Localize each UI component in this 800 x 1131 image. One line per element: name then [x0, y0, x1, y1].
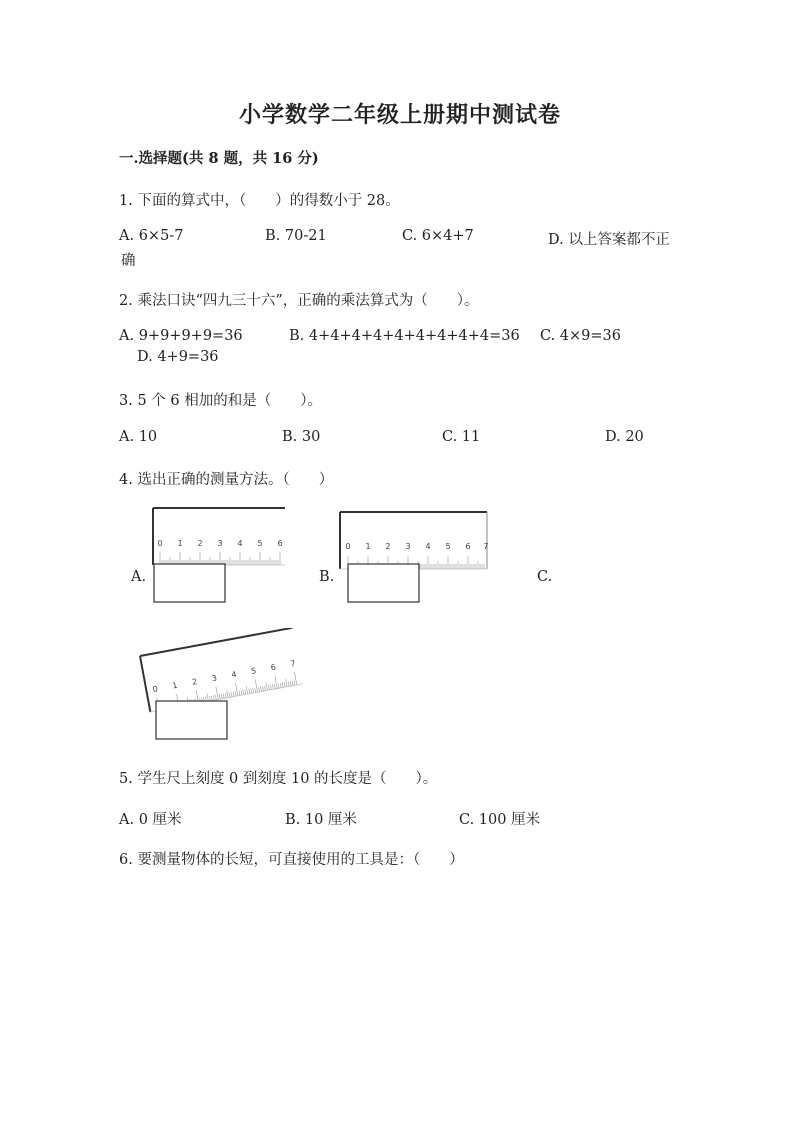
question-3-option-a[interactable]: A. 10 — [119, 429, 158, 445]
ruler-c-tick-label: 7 — [289, 658, 297, 669]
question-6-stem: 6. 要测量物体的长短，可直接使用的工具是：（ ） — [119, 852, 464, 868]
ruler-c-tick-label: 3 — [210, 673, 218, 684]
measured-object-a — [154, 564, 225, 602]
ruler-a-tick-label: 2 — [197, 539, 203, 548]
ruler-b-tick-label: 5 — [445, 542, 451, 551]
question-3-option-b[interactable]: B. 30 — [282, 429, 321, 445]
ruler-b-tick-label: 1 — [365, 542, 371, 551]
question-1-stem: 1. 下面的算式中，（ ）的得数小于 28。 — [119, 193, 400, 209]
ruler-a-tick-label: 6 — [277, 539, 283, 548]
ruler-b-tick-label: 6 — [465, 542, 471, 551]
question-5-option-b[interactable]: B. 10 厘米 — [285, 812, 357, 828]
question-1-option-b[interactable]: B. 70-21 — [265, 228, 327, 244]
ruler-c-tick-label: 5 — [250, 666, 257, 676]
ruler-a-minor-ticks — [160, 552, 280, 565]
question-2-option-b[interactable]: B. 4+4+4+4+4+4+4+4+4=36 — [289, 328, 520, 344]
question-2-option-c[interactable]: C. 4×9=36 — [540, 328, 621, 344]
question-1-option-c[interactable]: C. 6×4+7 — [402, 228, 474, 244]
question-5-option-a[interactable]: A. 0 厘米 — [119, 812, 182, 828]
ruler-figure-a — [150, 505, 290, 605]
question-3-stem: 3. 5 个 6 相加的和是（ ）。 — [119, 393, 322, 409]
ruler-b-tick-label: 2 — [385, 542, 391, 551]
ruler-a-tick-label: 5 — [257, 539, 263, 548]
ruler-figure-c — [135, 628, 310, 743]
question-4-stem: 4. 选出正确的测量方法。（ ） — [119, 472, 334, 488]
ruler-c-tick-label: 4 — [230, 669, 238, 680]
question-2-stem: 2. 乘法口诀“四九三十六”，正确的乘法算式为（ ）。 — [119, 293, 479, 309]
question-4-option-b[interactable]: B. — [319, 569, 335, 585]
question-5-option-c[interactable]: C. 100 厘米 — [459, 812, 541, 828]
ruler-a-tick-label: 4 — [237, 539, 243, 548]
ruler-a-tick-label: 1 — [177, 539, 183, 548]
question-5-stem: 5. 学生尺上刻度 0 到刻度 10 的长度是（ ）。 — [119, 771, 438, 787]
measured-object-b — [348, 564, 419, 602]
measured-object-c — [156, 701, 227, 739]
section-heading: 一.选择题(共 8 题，共 16 分) — [119, 150, 319, 167]
ruler-b-tick-label: 7 — [483, 542, 489, 551]
ruler-b-tick-label: 0 — [345, 542, 351, 551]
question-1-option-a[interactable]: A. 6×5-7 — [119, 228, 184, 244]
ruler-a-tick-label: 3 — [217, 539, 223, 548]
ruler-b-tick-label: 4 — [425, 542, 431, 551]
ruler-c-tick-label: 1 — [171, 680, 179, 691]
question-3-option-c[interactable]: C. 11 — [442, 429, 481, 445]
question-2-option-d[interactable]: D. 4+9=36 — [137, 349, 219, 365]
ruler-c-tick-label: 0 — [151, 684, 159, 695]
ruler-b-tick-label: 3 — [405, 542, 411, 551]
question-1-option-d[interactable]: D. 以上答案都不正 — [548, 232, 670, 248]
question-1-option-d-wrap: 确 — [121, 253, 136, 269]
ruler-c-tick-label: 2 — [191, 677, 198, 687]
question-2-option-a[interactable]: A. 9+9+9+9=36 — [119, 328, 243, 344]
ruler-figure-b — [337, 509, 492, 605]
ruler-a-tick-label: 0 — [157, 539, 163, 548]
question-4-option-c[interactable]: C. — [537, 569, 553, 585]
page-title: 小学数学二年级上册期中测试卷 — [238, 102, 561, 128]
question-3-option-d[interactable]: D. 20 — [605, 429, 644, 445]
question-4-option-a[interactable]: A. — [131, 569, 147, 585]
ruler-c-tick-label: 6 — [269, 662, 277, 673]
